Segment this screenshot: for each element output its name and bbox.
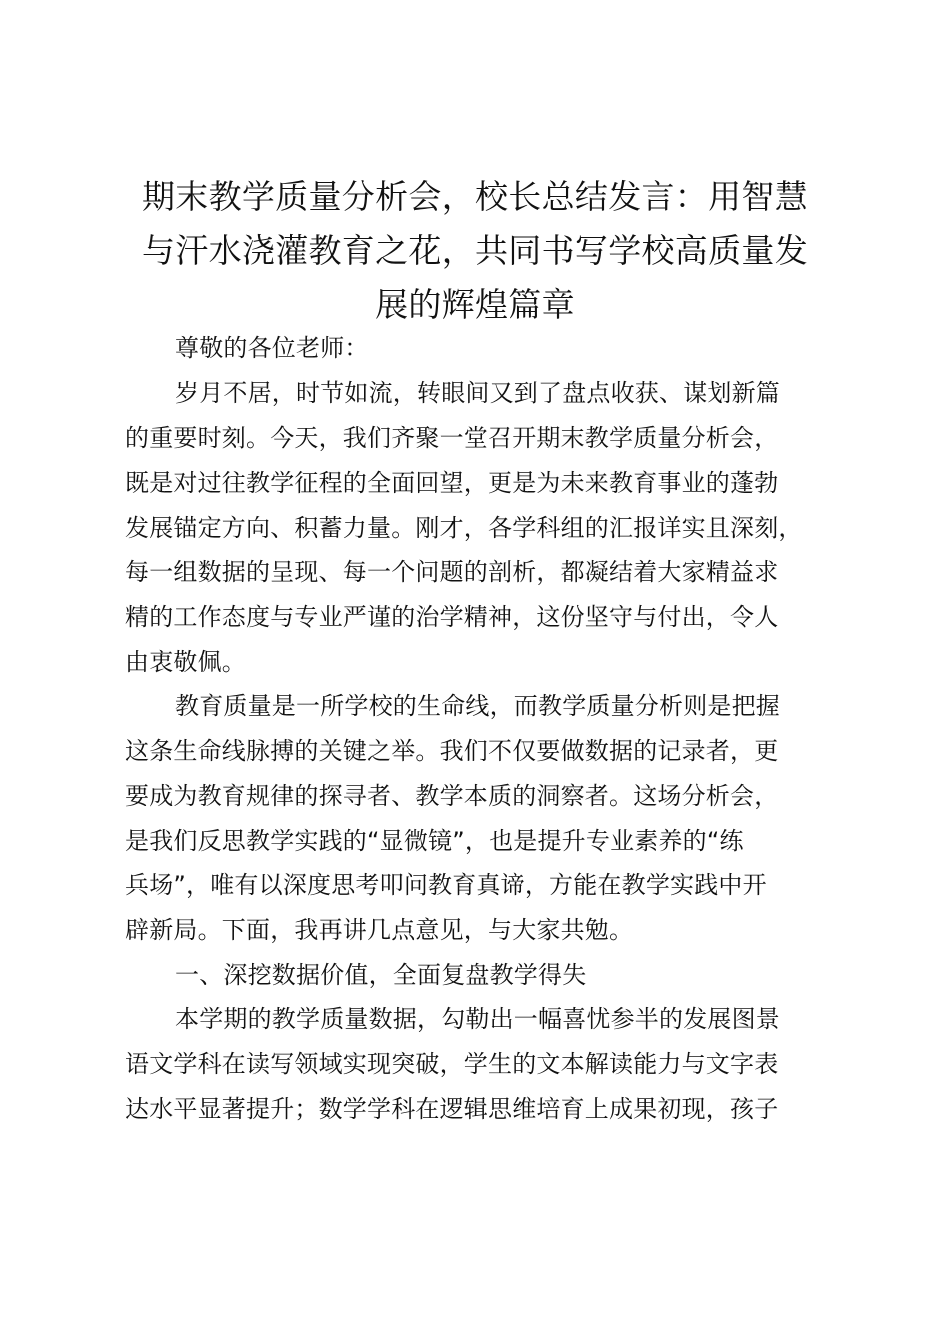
paragraph-1-line: 发展锚定方向、积蓄力量。刚才，各学科组的汇报详实且深刻，: [125, 514, 803, 542]
title-line: 期末教学质量分析会，校长总结发言：用智慧: [142, 177, 808, 216]
paragraph-1-line: 岁月不居，时节如流，转眼间又到了盘点收获、谋划新篇: [175, 379, 780, 407]
paragraph-2-line: 这条生命线脉搏的关键之举。我们不仅要做数据的记录者，更: [125, 737, 779, 765]
title-line: 与汗水浇灌教育之花，共同书写学校高质量发: [142, 231, 808, 270]
paragraph-1-line: 由衷敬佩。: [125, 648, 246, 676]
section-heading: 一、深挖数据价值，全面复盘教学得失: [175, 961, 587, 989]
salutation: 尊敬的各位老师：: [175, 334, 369, 362]
paragraph-1-line: 的重要时刻。今天，我们齐聚一堂召开期末教学质量分析会，: [125, 424, 779, 452]
paragraph-2-line: 兵场”，唯有以深度思考叩问教育真谛，方能在教学实践中开: [125, 871, 767, 899]
document-title: [120, 170, 830, 332]
title-line: 展的辉煌篇章: [375, 285, 575, 324]
paragraph-2-line: 要成为教育规律的探寻者、教学本质的洞察者。这场分析会，: [125, 782, 779, 810]
paragraph-1-line: 精的工作态度与专业严谨的治学精神，这份坚守与付出，令人: [125, 603, 779, 631]
paragraph-2-line: 教育质量是一所学校的生命线，而教学质量分析则是把握: [175, 692, 780, 720]
paragraph-2-line: 辟新局。下面，我再讲几点意见，与大家共勉。: [125, 916, 634, 944]
paragraph-3-line: 语文学科在读写领域实现突破，学生的文本解读能力与文字表: [125, 1050, 779, 1078]
paragraph-1-line: 既是对过往教学征程的全面回望，更是为未来教育事业的蓬勃: [125, 469, 779, 497]
paragraph-3-line: 达水平显著提升；数学学科在逻辑思维培育上成果初现，孩子: [125, 1095, 779, 1123]
paragraph-3-line: 本学期的教学质量数据，勾勒出一幅喜忧参半的发展图景: [175, 1005, 780, 1033]
paragraph-1-line: 每一组数据的呈现、每一个问题的剖析，都凝结着大家精益求: [125, 558, 779, 586]
paragraph-2-line: 是我们反思教学实践的“显微镜”，也是提升专业素养的“练: [125, 827, 744, 855]
